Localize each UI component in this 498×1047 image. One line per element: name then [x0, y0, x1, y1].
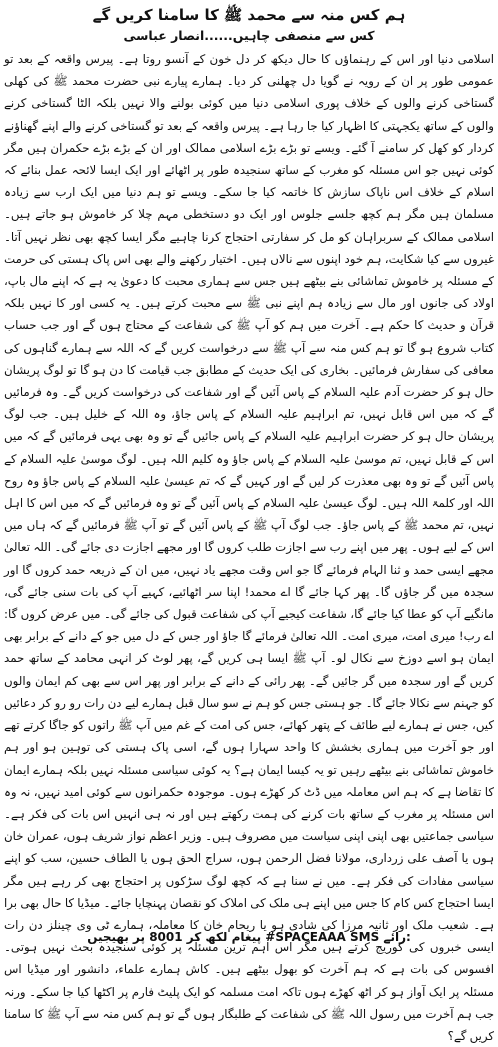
sms-code: #SPACEAAA — [265, 930, 346, 944]
sms-label: SMS رائے: — [350, 930, 411, 944]
article-headline: ہم کس منہ سے محمد ﷺ کا سامنا کریں گے — [92, 6, 406, 24]
sms-feedback-footer — [0, 925, 498, 949]
sms-instruction: پیغام لکھ کر 8001 پر بھیجیں — [87, 930, 262, 944]
article-body-text: اسلامی دنیا اور اس کے رہنماؤں کا حال دیکھ کر دل خون کے آنسو روتا ہے۔ پیرس واقعہ کے بعد تو عمومی طور پر ان کے رویہ نے گویا دل چھلنی کر دیا۔ ہمارے پیارے نبی حضرت محمد ﷺ کی کھلی گستاخی کرنے والوں کے خلاف پوری اسلامی دنیا میں کوئی بولنے والا نہیں بلکہ الٹا گستاخی کرنے والوں کے ساتھ یکجہتی کا اظہار کیا جا رہا ہے۔ پیرس واقعہ کے بعد تو گستاخی کرنے والے اپنے گھناؤنے کردار کو کھل کر سامنے آ گئے۔ ویسے تو بڑے بڑے اسلامی ممالک اور ان کے بڑے بڑے حکمران ہیں مگر کوئی نہیں جو اس مسئلہ کو مغرب کے ساتھ سنجیدہ طور پر اٹھائے اور ایک ایسا لائحہ عمل بنائے کہ اسلام کے خلاف اس ناپاک سازش کا خاتمہ کیا جا سکے۔ ویسے تو ہم دنیا میں ایک ارب سے زیادہ مسلمان ہیں مگر ہم کچھ جلسے جلوس اور ایک دو دستخطی مہم چلا کر خاموش ہو جاتے ہیں۔ اسلامی ممالک کے سربراہان کو مل کر سفارتی احتجاج کرنا چاہیے مگر ایسا کچھ بھی نظر نہیں آتا۔ غیروں سے کیا شکایت، ہم خود اپنوں سے نالاں ہیں۔ اختیار رکھنے والے بھی اس پاک ہستی کی حرمت کے مسئلہ پر خاموش تماشائی بنے بیٹھے ہیں جس سے ہماری محبت کا دعویٰ یہ ہے کہ اپنے مال باپ، اولاد کی جانوں اور مال سے زیادہ ہم اپنے نبی ﷺ سے محبت کرتے ہیں۔ یہ کسی اور کا نہیں بلکہ قرآن و حدیث کا حکم ہے۔ آخرت میں ہم کو آپ ﷺ کی شفاعت کے محتاج ہوں گے اور جب حساب کتاب شروع ہو گا تو ہم کس منہ سے آپ ﷺ سے درخواست کریں گے کہ اللہ سے ہمارے گناہوں کی معافی کی سفارش فرمائیں۔ بخاری کی ایک حدیث کے مطابق جب قیامت کا دن ہو گا تو لوگ پریشان حال ہو کر حضرت آدم علیہ السلام کے پاس آئیں گے اور شفاعت کی درخواست کریں گے۔ وہ فرمائیں گے کہ میں اس قابل نہیں، تم ابراہیم علیہ السلام کے پاس جاؤ، وہ اللہ کے خلیل ہیں۔ جب لوگ پریشان حال ہو کر حضرت ابراہیم علیہ السلام کے پاس جائیں گے تو وہ بھی یہی فرمائیں گے کہ میں اس کے قابل نہیں، تم موسیٰ علیہ السلام کے پاس جاؤ وہ کلیم اللہ ہیں۔ لوگ موسیٰ علیہ السلام کے پاس آئیں گے تو وہ بھی معذرت کر لیں گے اور کہیں گے کہ تم عیسیٰ علیہ السلام کے پاس جاؤ وہ روح اللہ اور کلمۃ اللہ ہیں۔ لوگ عیسیٰ علیہ السلام کے پاس آئیں گے تو وہ فرمائیں گے کہ میں اس کا اہل نہیں، تم محمد ﷺ کے پاس جاؤ۔ جب لوگ آپ ﷺ کے پاس آئیں گے تو آپ ﷺ فرمائیں گے کہ ہاں میں اس کے لیے ہوں۔ پھر میں اپنے رب سے اجازت طلب کروں گا اور مجھے اجازت دی جائے گی۔ اللہ تعالیٰ مجھے ایسی حمد و ثنا الہام فرمائے گا جو اس وقت مجھے یاد نہیں، میں ان کے ذریعہ حمد کروں گا اور سجدہ میں گر جاؤں گا۔ پھر کہا جائے گا اے محمد! اپنا سر اٹھائیے، کہیے آپ کی بات سنی جائے گی، مانگیے آپ کو عطا کیا جائے گا، شفاعت کیجیے آپ کی شفاعت قبول کی جائے گی۔ میں عرض کروں گا: اے رب! میری امت، میری امت۔ اللہ تعالیٰ فرمائے گا جاؤ اور جس کے دل میں جو کے دانے کے برابر بھی ایمان ہو اسے دوزخ سے نکال لو۔ آپ ﷺ ایسا ہی کریں گے، پھر لوٹ کر انہی محامد کے ساتھ حمد کریں گے اور سجدہ میں گر جائیں گے۔ پھر رائی کے دانے کے برابر اور پھر اس سے بھی کم ایمان والوں کو جہنم سے نکالا جائے گا۔ جو ہستی جس کو ہم نے سو سال قبل ہمارے لیے دن رات رو رو کر دعائیں کیں، جس نے ہمارے لیے طائف کے پتھر کھائے، جس کی امت کے غم میں آپ ﷺ راتوں کو جاگا کرتے تھے اور جو آخرت میں ہماری بخشش کا واحد سہارا ہوں گے، اسی پاک ہستی کی توہین ہو اور ہم خاموش تماشائی بنے بیٹھے رہیں تو یہ کیسا ایمان ہے؟ یہ کوئی سیاسی مسئلہ نہیں بلکہ ہمارے ایمان کا تقاضا ہے کہ ہم اس معاملہ میں ڈٹ کر کھڑے ہوں۔ موجودہ حکمرانوں سے کوئی امید نہیں، نہ وہ اس مسئلہ پر مغرب کے ساتھ بات کرنے کی ہمت رکھتے ہیں اور نہ ہی انہیں اس بات کی فکر ہے۔ سیاسی جماعتیں بھی اپنی اپنی سیاست میں مصروف ہیں۔ وزیر اعظم نواز شریف ہوں، عمران خان ہوں یا آصف علی زرداری، مولانا فضل الرحمن ہوں، سراج الحق ہوں یا الطاف حسین، سب کو اپنے سیاسی مفادات کی فکر ہے۔ میں نے سنا ہے کہ کچھ لوگ سڑکوں پر احتجاج بھی کر رہے ہیں مگر ایسا احتجاج کس کام کا جس میں اپنے ہی ملک کی املاک کو نقصان پہنچایا جائے۔ میڈیا کا حال بھی برا ہے۔ شعیب ملک اور ثانیہ مرزا کی شادی ہو یا ریحام خان کا معاملہ، ہمارے ٹی وی چینلز دن رات ایسی خبروں کی کوریج کرتے ہیں مگر اس اہم ترین مسئلہ پر کوئی سنجیدہ بحث نہیں ہوتی۔ افسوس کی بات ہے کہ ہم آخرت کو بھول بیٹھے ہیں۔ کاش ہمارے علماء، دانشور اور میڈیا اس مسئلہ پر ایک آواز ہو کر اٹھ کھڑے ہوں تاکہ امت مسلمہ کو ایک پلیٹ فارم پر اکٹھا کیا جا سکے۔ ورنہ جب ہم آخرت میں رسول اللہ ﷺ کی شفاعت کے طلبگار ہوں گے تو ہم کس منہ سے آپ ﷺ کا سامنا کریں گے؟ — [4, 52, 494, 1043]
article-subtitle-byline: کس سے منصفی چاہیں......انصار عباسی — [123, 28, 375, 43]
